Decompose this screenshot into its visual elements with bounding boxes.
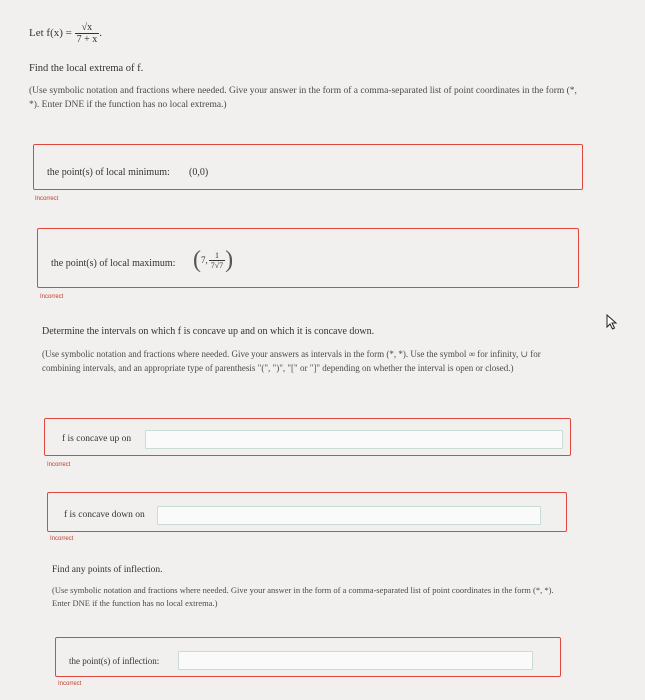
inflection-input[interactable]: [178, 651, 533, 670]
function-prefix: Let f(x) =: [29, 27, 72, 40]
extrema-instructions: (Use symbolic notation and fractions where needed. Give your answer in the form of a comma-separated list of point coordinates in the form (*, *). Enter DNE if the function has no local extrema.): [29, 86, 577, 110]
concave-down-label: f is concave down on: [64, 510, 145, 520]
function-denominator: 7 + x: [76, 34, 98, 45]
local-max-label: the point(s) of local maximum:: [51, 258, 176, 269]
local-max-y-denominator: 7√7: [210, 260, 224, 270]
concave-up-status: Incorrect: [47, 462, 71, 468]
local-min-status: Incorrect: [35, 196, 59, 202]
inflection-label: the point(s) of inflection:: [69, 656, 160, 666]
mouse-pointer-icon: [605, 314, 619, 330]
function-definition: [29, 22, 102, 45]
concavity-task: Determine the intervals on which f is concave up and on which it is concave down.: [42, 326, 375, 337]
concave-up-label: f is concave up on: [62, 434, 132, 444]
extrema-task: Find the local extrema of f.: [29, 63, 144, 74]
inflection-instructions: (Use symbolic notation and fractions where needed. Give your answer in the form of a comma-separated list of point coordinates in the form (*, *). Enter DNE if the function has no local extrema.): [52, 585, 554, 608]
inflection-task: Find any points of inflection.: [52, 565, 163, 575]
local-min-input[interactable]: (0,0): [189, 167, 209, 178]
local-min-label: the point(s) of local minimum:: [47, 167, 170, 178]
function-end: .: [99, 27, 102, 40]
right-paren: ): [225, 247, 234, 273]
concavity-instructions: (Use symbolic notation and fractions where needed. Give your answers as intervals in the form (*, *). Use the symbol ∞ for infinity, ∪ for combining intervals, and an appropriate type of parenthesis "(", ")", "[" or "]" depending on whether the interval is open or closed.): [42, 349, 541, 373]
concave-up-input[interactable]: [145, 430, 563, 449]
local-max-input[interactable]: [193, 248, 233, 272]
inflection-status: Incorrect: [58, 681, 82, 687]
concave-down-status: Incorrect: [50, 536, 74, 542]
function-numerator: √x: [75, 22, 100, 34]
concave-down-input[interactable]: [157, 506, 541, 525]
function-fraction: [75, 22, 100, 45]
local-max-y-numerator: 1: [209, 251, 225, 261]
local-max-x: 7,: [201, 255, 208, 265]
left-paren: (: [193, 247, 201, 273]
local-max-status: Incorrect: [40, 294, 64, 300]
local-max-y-fraction: [209, 251, 225, 270]
